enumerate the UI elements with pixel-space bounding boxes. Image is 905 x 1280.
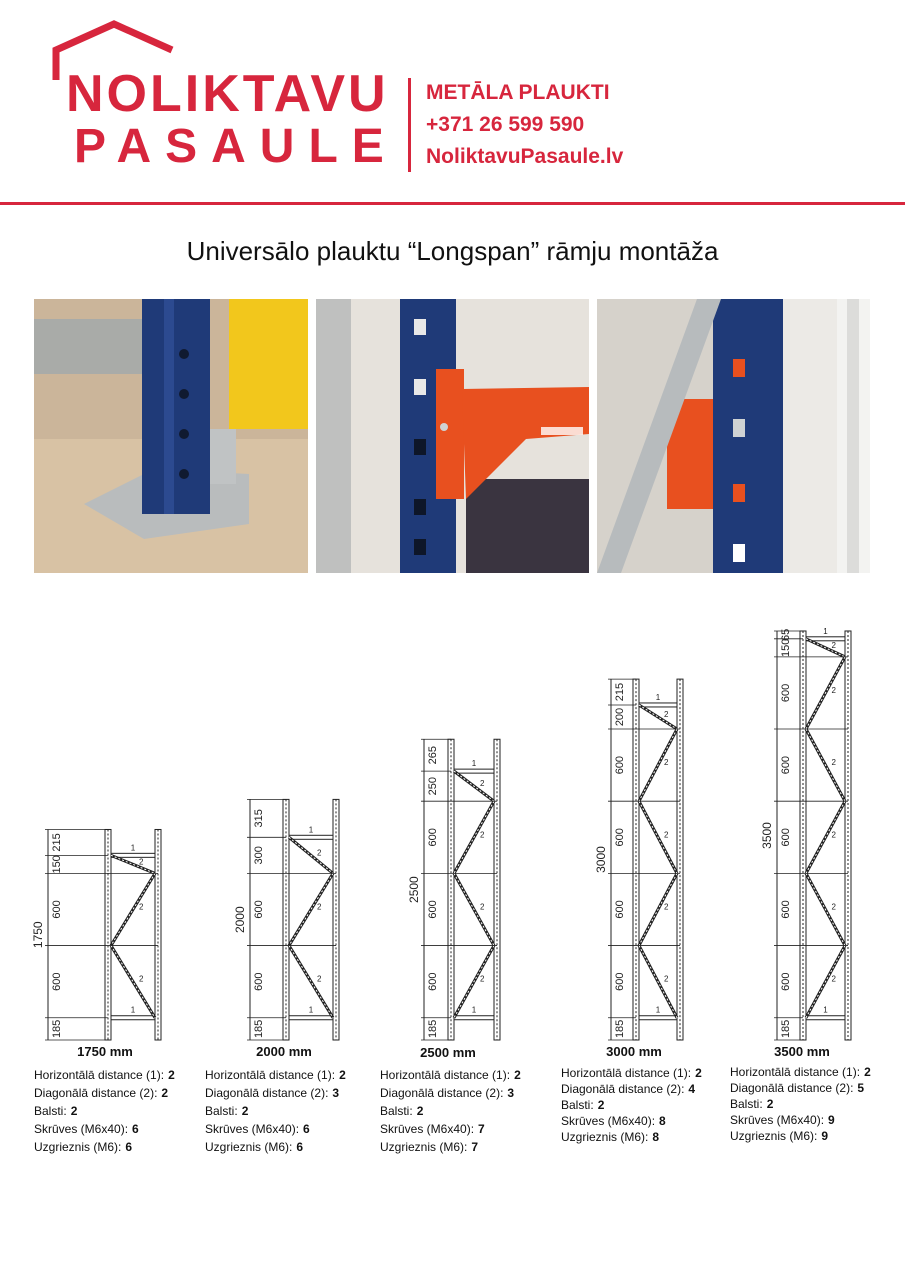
horizontal-marker: 1 [823,626,828,636]
horizontal-brace [639,703,677,707]
diagonal-brace-inner [806,801,845,873]
segment-dimension-label: 250 [427,776,439,796]
total-height-label: 1750 [31,921,45,949]
spec-diagonal: Diagonālā distance (2): 4 [561,1082,696,1096]
photo-diagonal-bracing [597,299,870,573]
specs-3500 [730,1064,871,1144]
horizontal-marker: 1 [471,1005,477,1015]
diagonal-marker: 2 [664,902,669,912]
frame-label-2500: 2500 mm [420,1045,476,1060]
header [0,0,905,210]
diagonal-brace-inner [639,729,677,801]
spec-screws: Skrūves (M6x40): 7 [380,1122,485,1136]
spec-nuts: Uzgrieznis (M6): 6 [34,1140,133,1154]
diagonal-marker: 2 [664,830,669,840]
frame-label-2000: 2000 mm [256,1044,312,1059]
horizontal-brace [289,835,333,839]
segment-dimension-label: 600 [614,828,626,847]
header-divider [0,202,905,205]
horizontal-brace [639,1016,677,1020]
photo-upright-base [34,299,308,573]
diagonal-brace-inner [806,657,845,729]
diagonal-brace-inner [289,837,333,873]
website-link[interactable]: NoliktavuPasaule.lv [426,145,624,168]
diagonal-marker: 2 [831,640,836,650]
diagonal-marker: 2 [831,974,836,984]
horizontal-marker: 1 [308,1005,314,1015]
logo-divider [408,78,411,172]
spec-screws: Skrūves (M6x40): 6 [34,1122,139,1136]
segment-dimension-label: 185 [51,1019,63,1039]
diagonal-marker: 2 [317,902,322,912]
spec-diagonal: Diagonālā distance (2): 5 [730,1081,865,1095]
spec-horizontal: Horizontālā distance (1): 2 [730,1065,871,1079]
segment-dimension-label: 600 [614,900,626,919]
spec-feet: Balsti: 2 [730,1097,774,1111]
diagonal-marker: 2 [831,758,836,768]
segment-dimension-label: 215 [51,833,63,852]
horizontal-brace [806,1016,845,1020]
diagonal-marker: 2 [317,848,322,858]
spec-feet: Balsti: 2 [561,1098,605,1112]
diagonal-marker: 2 [480,902,485,912]
specs-2000 [205,1066,346,1156]
segment-dimension-label: 600 [614,755,626,775]
spec-feet: Balsti: 2 [34,1104,78,1118]
segment-dimension-label: 185 [780,1019,792,1039]
spec-nuts: Uzgrieznis (M6): 6 [205,1140,304,1154]
page-title: Universālo plauktu “Longspan” rāmju montāža [186,236,719,266]
segment-dimension-label: 150 [780,638,792,658]
horizontal-marker: 1 [130,1005,136,1015]
diagonal-marker: 2 [317,974,322,984]
horizontal-brace [289,1016,333,1020]
horizontal-brace [454,769,494,773]
segment-dimension-label: 150 [51,855,63,874]
segment-dimension-label: 300 [253,846,265,865]
spec-horizontal: Horizontālā distance (1): 2 [205,1068,346,1082]
segment-dimension-label: 600 [427,972,439,991]
segment-dimension-label: 600 [427,828,439,847]
diagonal-marker: 2 [139,857,144,867]
spec-nuts: Uzgrieznis (M6): 7 [380,1140,479,1154]
spec-horizontal: Horizontālā distance (1): 2 [380,1068,521,1082]
spec-diagonal: Diagonālā distance (2): 2 [34,1086,169,1100]
segment-dimension-label: 185 [427,1019,439,1039]
diagonal-brace-inner [639,873,677,945]
segment-dimension-label: 600 [253,972,265,991]
segment-dimension-label: 315 [253,809,265,828]
diagonal-marker: 2 [831,902,836,912]
specs-2500 [380,1066,521,1156]
diagonal-marker: 2 [139,974,144,984]
total-height-label: 2000 [233,906,247,934]
total-height-label: 2500 [407,876,421,903]
spec-screws: Skrūves (M6x40): 8 [561,1114,666,1128]
diagonal-marker: 2 [139,902,144,912]
total-height-label: 3500 [760,822,774,849]
segment-dimension-label: 600 [780,755,792,775]
segment-dimension-label: 185 [253,1019,265,1039]
tagline: METĀLA PLAUKTI [426,81,610,104]
phone-number[interactable]: +371 26 599 590 [426,113,585,136]
specs-1750 [34,1066,175,1156]
frame-label-1750: 1750 mm [77,1044,133,1059]
diagonal-marker: 2 [480,974,485,984]
logo-text-line1: NOLIKTAVU [66,65,389,123]
diagonal-brace-inner [639,801,677,873]
logo-text-line2: PASAULE [74,120,398,173]
segment-dimension-label: 200 [614,707,626,727]
segment-dimension-label: 185 [614,1019,626,1039]
horizontal-marker: 1 [471,759,477,769]
spec-horizontal: Horizontālā distance (1): 2 [34,1068,175,1082]
frame-label-3500: 3500 mm [774,1044,830,1059]
horizontal-brace [111,1016,155,1020]
segment-dimension-label: 600 [51,900,63,919]
spec-feet: Balsti: 2 [380,1104,424,1118]
spec-diagonal: Diagonālā distance (2): 3 [380,1086,515,1100]
diagonal-brace [639,705,677,729]
segment-dimension-label: 265 [427,746,439,765]
photo-beam-connection [316,299,589,573]
diagonal-brace-inner [806,873,845,945]
segment-dimension-label: 600 [780,972,792,991]
segment-dimension-label: 600 [614,972,626,991]
frame-label-3000: 3000 mm [606,1044,662,1059]
diagonal-brace-inner [806,729,845,801]
diagonal-marker: 2 [831,685,836,695]
diagonal-marker: 2 [480,779,485,789]
diagonal-marker: 2 [480,830,485,840]
spec-diagonal: Diagonālā distance (2): 3 [205,1086,340,1100]
segment-dimension-label: 600 [51,972,63,991]
total-height-label: 3000 [594,846,608,873]
specs-3000 [561,1065,702,1145]
horizontal-marker: 1 [823,1005,828,1015]
segment-dimension-label: 600 [780,900,792,919]
segment-dimension-label: 600 [780,828,792,847]
spec-screws: Skrūves (M6x40): 6 [205,1122,310,1136]
spec-nuts: Uzgrieznis (M6): 9 [730,1129,829,1143]
spec-horizontal: Horizontālā distance (1): 2 [561,1066,702,1080]
diagonal-marker: 2 [664,974,669,984]
spec-nuts: Uzgrieznis (M6): 8 [561,1130,660,1144]
horizontal-marker: 1 [655,692,661,702]
spec-feet: Balsti: 2 [205,1104,249,1118]
horizontal-marker: 1 [308,825,314,835]
horizontal-brace [454,1016,494,1020]
diagonal-marker: 2 [664,709,669,719]
segment-dimension-label: 65 [780,628,792,642]
segment-dimension-label: 600 [427,900,439,919]
segment-dimension-label: 600 [780,683,792,703]
segment-dimension-label: 600 [253,900,265,919]
diagonal-marker: 2 [831,830,836,840]
horizontal-marker: 1 [655,1005,661,1015]
segment-dimension-label: 215 [614,682,626,702]
diagonal-marker: 2 [664,758,669,768]
spec-screws: Skrūves (M6x40): 9 [730,1113,835,1127]
frame-diagrams [0,600,905,1060]
horizontal-marker: 1 [130,843,136,853]
